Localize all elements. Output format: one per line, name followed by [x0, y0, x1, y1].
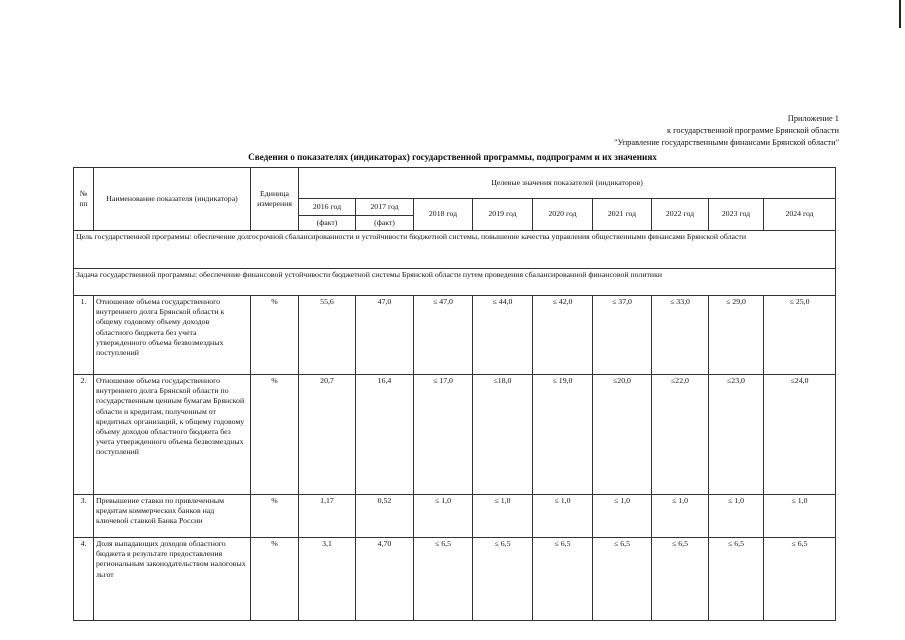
header-year-2022: 2022 год [652, 199, 709, 231]
row-value: ≤20,0 [593, 375, 652, 495]
row-value: ≤ 6,5 [764, 538, 836, 621]
row-value: ≤ 6,5 [593, 538, 652, 621]
row-value: ≤ 1,0 [593, 495, 652, 538]
appendix-note [614, 113, 839, 149]
row-name: Отношение объема государственного внутреннего долга Брянской области по государственным ценным бумагам Брянской области и кредитам, полученным от кредитных организаций, к общему годовому объему доходов областного бюджета без учета утвержденного объема безвозмездных поступлений [94, 375, 251, 495]
header-fact-2017: (факт) [356, 216, 414, 231]
row-value: ≤18,0 [473, 375, 533, 495]
header-targets: Целевые значения показателей (индикаторов) [299, 168, 836, 199]
row-value: 1,17 [299, 495, 356, 538]
row-unit: % [251, 375, 299, 495]
header-fact-2016: (факт) [299, 216, 356, 231]
appendix-line-1: Приложение 1 [787, 114, 839, 123]
row-value: ≤ 6,5 [533, 538, 593, 621]
row-value: ≤ 47,0 [414, 296, 473, 375]
header-year-2018: 2018 год [414, 199, 473, 231]
row-value: ≤ 19,0 [533, 375, 593, 495]
row-value: ≤ 1,0 [533, 495, 593, 538]
row-value: ≤24,0 [764, 375, 836, 495]
row-value: 55,6 [299, 296, 356, 375]
row-num: 1. [74, 296, 94, 375]
row-value: ≤ 37,0 [593, 296, 652, 375]
row-value: 0,52 [356, 495, 414, 538]
row-value: ≤ 6,5 [414, 538, 473, 621]
row-value: ≤ 6,5 [652, 538, 709, 621]
row-value: ≤ 25,0 [764, 296, 836, 375]
row-value: ≤22,0 [652, 375, 709, 495]
header-year-2016: 2016 год [299, 199, 356, 216]
row-value: 20,7 [299, 375, 356, 495]
table-row [74, 538, 836, 621]
row-value: ≤ 6,5 [709, 538, 764, 621]
header-unit: Единица измерения [251, 168, 299, 231]
row-value: ≤ 1,0 [414, 495, 473, 538]
row-value: ≤23,0 [709, 375, 764, 495]
header-year-2024: 2024 год [764, 199, 836, 231]
table-row [74, 495, 836, 538]
row-value: ≤ 1,0 [709, 495, 764, 538]
row-name: Доля выпадающих доходов областного бюджета в результате предоставления региональным законодательством налоговых льгот [94, 538, 251, 621]
page-edge-mark [899, 0, 901, 28]
row-num: 4. [74, 538, 94, 621]
table-row [74, 296, 836, 375]
row-name: Превышение ставки по привлеченным кредитам коммерческих банков над ключевой ставкой Банка России [94, 495, 251, 538]
row-value: ≤ 1,0 [652, 495, 709, 538]
row-value: ≤ 42,0 [533, 296, 593, 375]
row-value: ≤ 1,0 [764, 495, 836, 538]
table-row [74, 375, 836, 495]
row-unit: % [251, 495, 299, 538]
header-year-2017: 2017 год [356, 199, 414, 216]
header-year-2023: 2023 год [709, 199, 764, 231]
header-year-2019: 2019 год [473, 199, 533, 231]
program-goal: Цель государственной программы: обеспечение долгосрочной сбалансированности и устойчивости бюджетной системы, повышение качества управления общественными финансами Брянской области [74, 231, 836, 269]
appendix-line-2: к государственной программе Брянской области [666, 126, 839, 135]
row-value: ≤ 1,0 [473, 495, 533, 538]
row-value: 47,0 [356, 296, 414, 375]
row-value: 16,4 [356, 375, 414, 495]
row-unit: % [251, 538, 299, 621]
row-value: ≤ 6,5 [473, 538, 533, 621]
row-name: Отношение объема государственного внутреннего долга Брянской области к общему годовому объему доходов областного бюджета без учета утвержденного объема безвозмездных поступлений [94, 296, 251, 375]
row-unit: % [251, 296, 299, 375]
appendix-line-3: "Управление государственными финансами Брянской области" [614, 138, 839, 147]
row-value: ≤ 33,0 [652, 296, 709, 375]
header-num: № пп [74, 168, 94, 231]
row-value: ≤ 29,0 [709, 296, 764, 375]
program-task: Задача государственной программы: обеспечение финансовой устойчивости бюджетной системы Брянской области путем проведения сбалансированной финансовой политики [74, 269, 836, 296]
row-value: 4,70 [356, 538, 414, 621]
row-value: ≤ 44,0 [473, 296, 533, 375]
document-title: Сведения о показателях (индикаторах) государственной программы, подпрограмм и их значениях [248, 152, 657, 162]
indicators-table [73, 167, 836, 621]
header-name: Наименование показателя (индикатора) [94, 168, 251, 231]
header-year-2020: 2020 год [533, 199, 593, 231]
row-value: ≤ 17,0 [414, 375, 473, 495]
header-year-2021: 2021 год [593, 199, 652, 231]
row-num: 3. [74, 495, 94, 538]
row-num: 2. [74, 375, 94, 495]
row-value: 3,1 [299, 538, 356, 621]
